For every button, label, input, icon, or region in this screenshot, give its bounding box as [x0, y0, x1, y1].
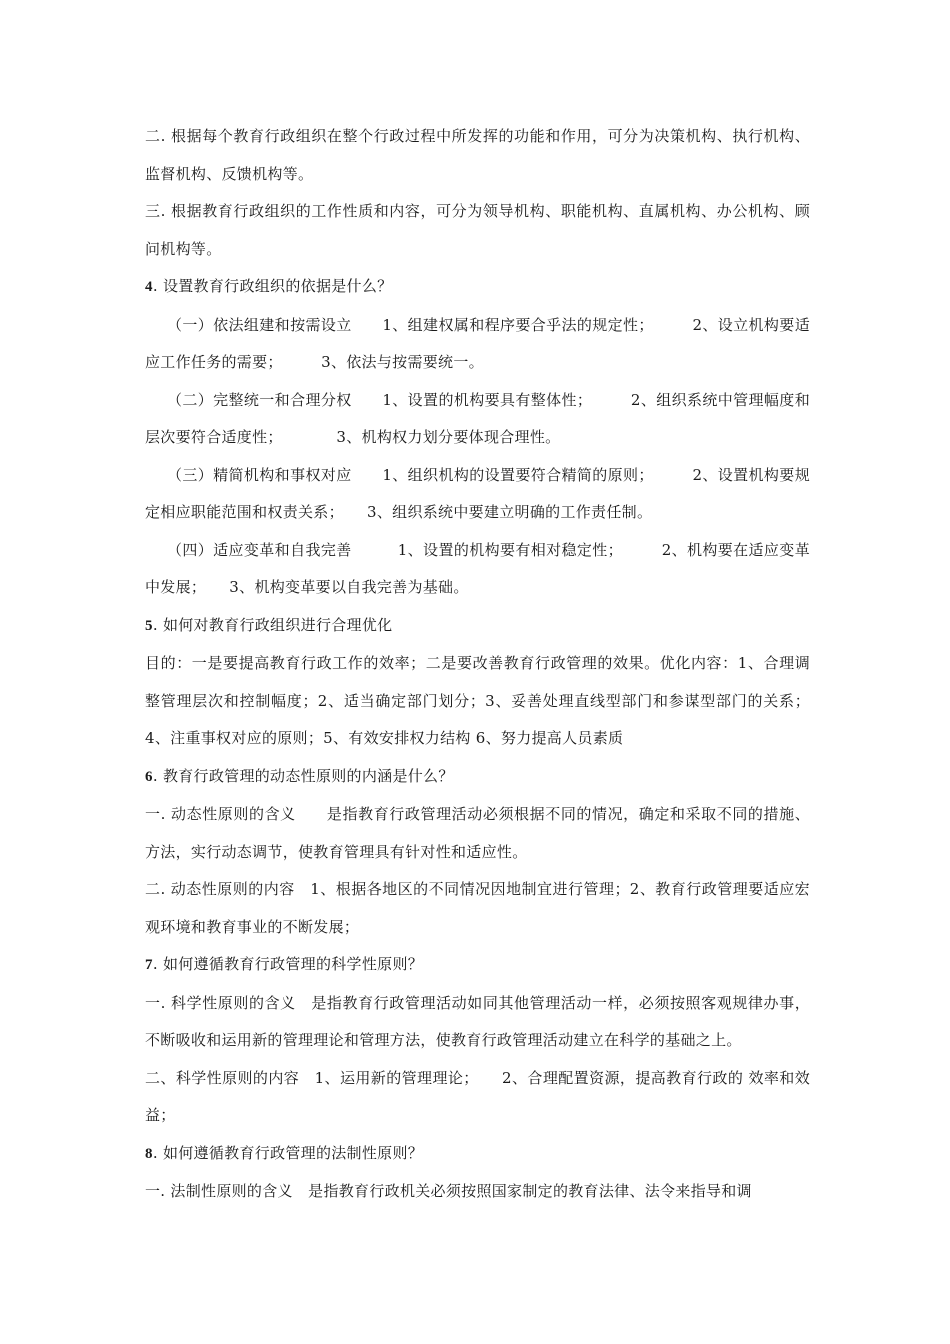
- question-number: 7: [145, 957, 153, 973]
- question-heading-5: [145, 607, 810, 646]
- question-number: 6: [145, 768, 153, 785]
- paragraph-basis-4: （四）适应变革和自我完善 1、设置的机构要有相对稳定性； 2、机构要在适应变革中发展； 3、机构变革要以自我完善为基础。: [145, 540, 810, 596]
- document-body: [145, 118, 810, 1211]
- question-text: . 如何对教育行政组织进行合理优化: [152, 615, 393, 634]
- paragraph-dynamic-content: 二. 动态性原则的内容 1、根据各地区的不同情况因地制宜进行管理；2、教育行政管理要适应宏观环境和教育事业的不断发展；: [145, 880, 810, 936]
- paragraph-org-nature-classification: 三. 根据教育行政组织的工作性质和内容，可分为领导机构、职能机构、直属机构、办公机构、顾问机构等。: [145, 202, 810, 258]
- question-heading-6: [145, 758, 810, 797]
- question-heading-4: [145, 268, 810, 307]
- paragraph-org-function-classification: 二. 根据每个教育行政组织在整个行政过程中所发挥的功能和作用，可分为决策机构、执行机构、监督机构、反馈机构等。: [145, 127, 810, 183]
- paragraph-optimization: 目的：一是要提高教育行政工作的效率；二是要改善教育行政管理的效果。优化内容：1、合理调整管理层次和控制幅度；2、适当确定部门划分；3、妥善处理直线型部门和参谋型部门的关系；4、注重事权对应的原则；5、有效安排权力结构 6、努力提高人员素质: [145, 654, 810, 747]
- question-heading-7: [145, 946, 810, 985]
- paragraph-scientific-content: 二、科学性原则的内容 1、运用新的管理理论； 2、合理配置资源，提高教育行政的 效率和效益；: [145, 1068, 810, 1124]
- paragraph-scientific-meaning: 一. 科学性原则的含义 是指教育行政管理活动如同其他管理活动一样，必须按照客观规律办事，不断吸收和运用新的管理理论和管理方法，使教育行政管理活动建立在科学的基础之上。: [145, 993, 810, 1049]
- question-heading-8: [145, 1135, 810, 1174]
- paragraph-basis-2: （二）完整统一和合理分权 1、设置的机构要具有整体性； 2、组织系统中管理幅度和层次要符合适度性； 3、机构权力划分要体现合理性。: [145, 390, 810, 446]
- paragraph-dynamic-meaning: 一. 动态性原则的含义 是指教育行政管理活动必须根据不同的情况，确定和采取不同的措施、方法，实行动态调节，使教育管理具有针对性和适应性。: [145, 805, 810, 861]
- question-text: . 如何遵循教育行政管理的科学性原则？: [152, 955, 424, 973]
- paragraph-basis-1: （一）依法组建和按需设立 1、组建权属和程序要合乎法的规定性； 2、设立机构要适应工作任务的需要； 3、依法与按需要统一。: [145, 315, 810, 371]
- question-number: 8: [145, 1145, 153, 1162]
- question-text: . 设置教育行政组织的依据是什么？: [152, 277, 393, 295]
- question-text: . 教育行政管理的动态性原则的内涵是什么？: [152, 766, 454, 785]
- question-text: . 如何遵循教育行政管理的法制性原则？: [152, 1143, 424, 1162]
- question-number: 5: [145, 617, 153, 634]
- paragraph-legal-meaning: 一. 法制性原则的含义 是指教育行政机关必须按照国家制定的教育法律、法令来指导和调: [145, 1182, 752, 1200]
- question-number: 4: [145, 279, 153, 295]
- paragraph-basis-3: （三）精简机构和事权对应 1、组织机构的设置要符合精简的原则； 2、设置机构要规定相应职能范围和权责关系； 3、组织系统中要建立明确的工作责任制。: [145, 465, 810, 521]
